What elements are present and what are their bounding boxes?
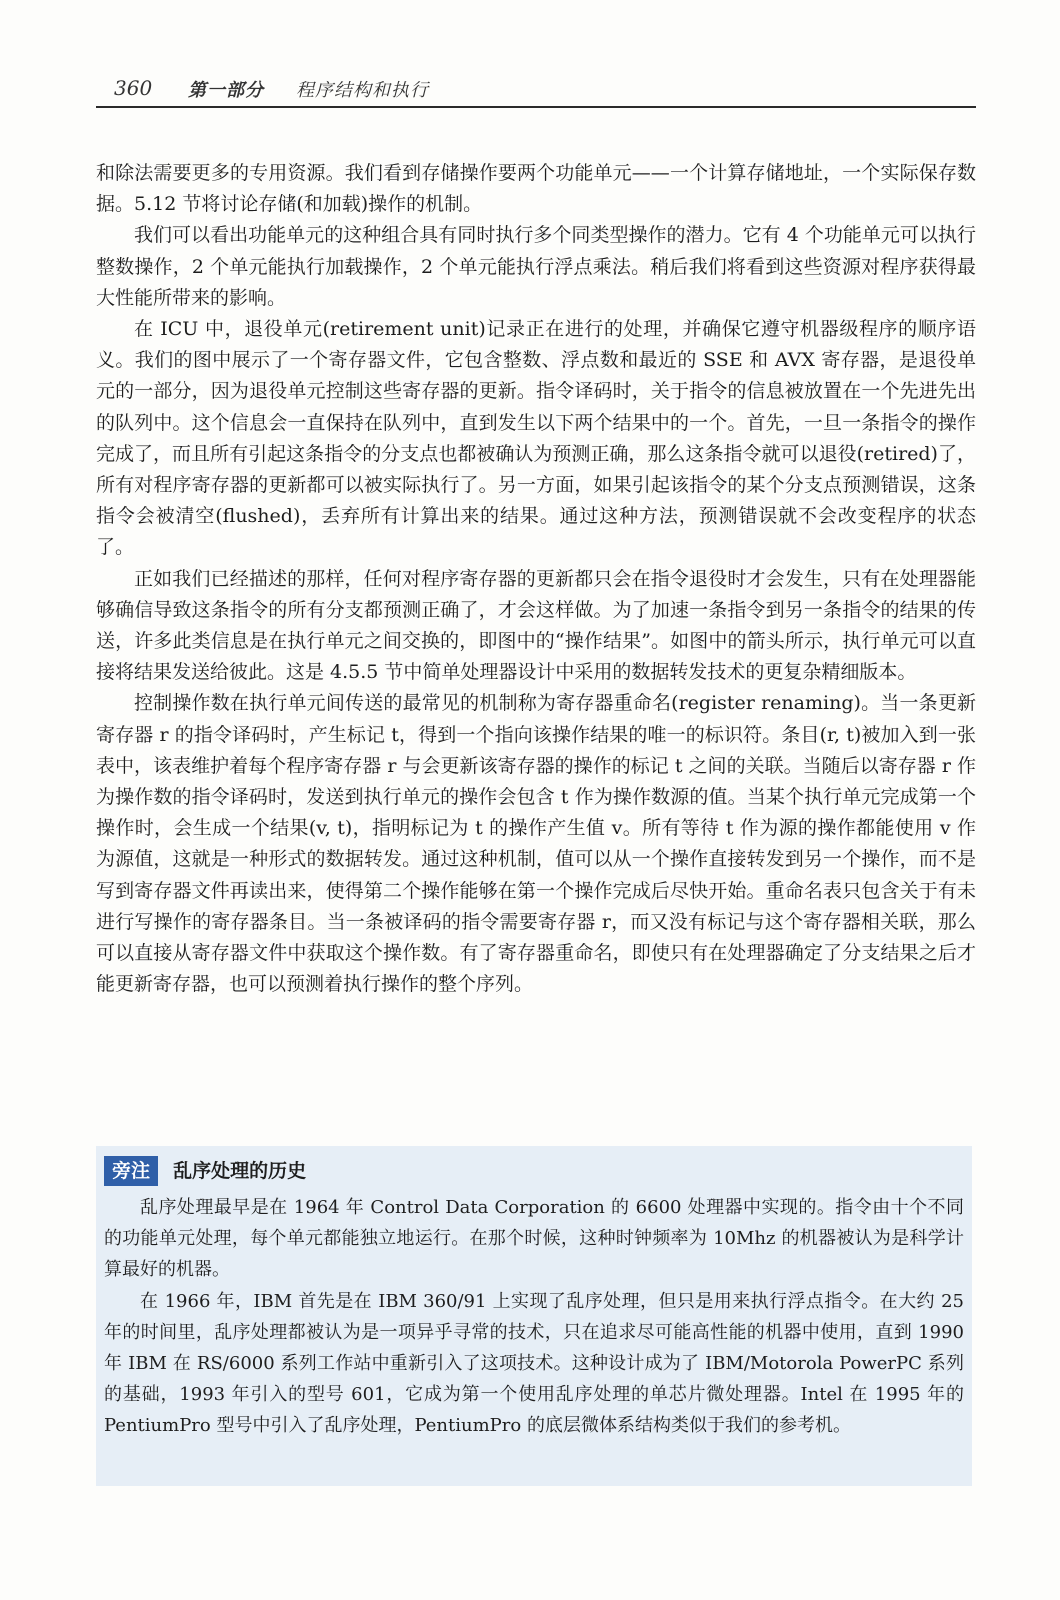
aside-paragraph: 乱序处理最早是在 1964 年 Control Data Corporation 的 6600 处理器中实现的。指令由十个不同的功能单元处理，每个单元都能独立地运行。在那个时候，这种时钟频率为 10Mhz 的机器被认为是科学计算最好的机器。 bbox=[104, 1197, 964, 1281]
paragraph: 我们可以看出功能单元的这种组合具有同时执行多个同类型操作的潜力。它有 4 个功能单元可以执行整数操作，2 个单元能执行加载操作，2 个单元能执行浮点乘法。稍后我们将看到这些资源对程序获得最大性能所带来的影响。 bbox=[96, 224, 976, 309]
paragraph: 和除法需要更多的专用资源。我们看到存储操作要两个功能单元——一个计算存储地址，一个实际保存数据。5.12 节将讨论存储(和加载)操作的机制。 bbox=[96, 162, 976, 216]
aside-box bbox=[96, 1146, 972, 1486]
paragraph: 在 ICU 中，退役单元(retirement unit)记录正在进行的处理，并确保它遵守机器级程序的顺序语义。我们的图中展示了一个寄存器文件，它包含整数、浮点数和最近的 SSE 和 AVX 寄存器，是退役单元的一部分，因为退役单元控制这些寄存器的更新。指令译码时，关于指令的信息被放置在一个先进先出的队列中。这个信息会一直保持在队列中，直到发生以下两个结果中的一个。首先，一旦一条指令的操作完成了，而且所有引起这条指令的分支点也都被确认为预测正确，那么这条指令就可以退役(retired)了，所有对程序寄存器的更新都可以被实际执行了。另一方面，如果引起该指令的某个分支点预测错误，这条指令会被清空(flushed)，丢弃所有计算出来的结果。通过这种方法，预测错误就不会改变程序的状态了。 bbox=[96, 318, 976, 559]
aside-tag: 旁注 bbox=[104, 1156, 158, 1186]
paragraph: 正如我们已经描述的那样，任何对程序寄存器的更新都只会在指令退役时才会发生，只有在处理器能够确信导致这条指令的所有分支都预测正确了，才会这样做。为了加速一条指令到另一条指令的结果的传送，许多此类信息是在执行单元之间交换的，即图中的“操作结果”。如图中的箭头所示，执行单元可以直接将结果发送给彼此。这是 4.5.5 节中简单处理器设计中采用的数据转发技术的更复杂精细版本。 bbox=[96, 567, 976, 684]
aside-title: 乱序处理的历史 bbox=[173, 1160, 307, 1182]
main-text bbox=[96, 158, 976, 1000]
running-header bbox=[96, 72, 976, 108]
aside-paragraph: 在 1966 年，IBM 首先是在 IBM 360/91 上实现了乱序处理，但只是用来执行浮点指令。在大约 25 年的时间里，乱序处理都被认为是一项异乎寻常的技术，只在追求尽可能高性能的机器中使用，直到 1990 年 IBM 在 RS/6000 系列工作站中重新引入了这项技术。这种设计成为了 IBM/Motorola PowerPC 系列的基础，1993 年引入的型号 601，它成为第一个使用乱序处理的单芯片微处理器。Intel 在 1995 年的 PentiumPro 型号中引入了乱序处理，PentiumPro 的底层微体系结构类似于我们的参考机。 bbox=[104, 1290, 964, 1437]
chapter-title: 程序结构和执行 bbox=[296, 80, 429, 101]
paragraph: 控制操作数在执行单元间传送的最常见的机制称为寄存器重命名(register renaming)。当一条更新寄存器 r 的指令译码时，产生标记 t，得到一个指向该操作结果的唯一的标识符。条目(r, t)被加入到一张表中，该表维护着每个程序寄存器 r 与会更新该寄存器的操作的标记 t 之间的关联。当随后以寄存器 r 作为操作数的指令译码时，发送到执行单元的操作会包含 t 作为操作数源的值。当某个执行单元完成第一个操作时，会生成一个结果(v, t)，指明标记为 t 的操作产生值 v。所有等待 t 作为源的操作都能使用 v 作为源值，这就是一种形式的数据转发。通过这种机制，值可以从一个操作直接转发到另一个操作，而不是写到寄存器文件再读出来，使得第二个操作能够在第一个操作完成后尽快开始。重命名表只包含关于有未进行写操作的寄存器条目。当一条被译码的指令需要寄存器 r，而又没有标记与这个寄存器相关联，那么可以直接从寄存器文件中获取这个操作数。有了寄存器重命名，即使只有在处理器确定了分支结果之后才能更新寄存器，也可以预测着执行操作的整个序列。 bbox=[96, 692, 976, 996]
aside-body bbox=[104, 1192, 964, 1442]
page-number: 360 bbox=[114, 76, 153, 100]
aside-header bbox=[104, 1156, 306, 1186]
part-title: 第一部分 bbox=[188, 80, 264, 101]
